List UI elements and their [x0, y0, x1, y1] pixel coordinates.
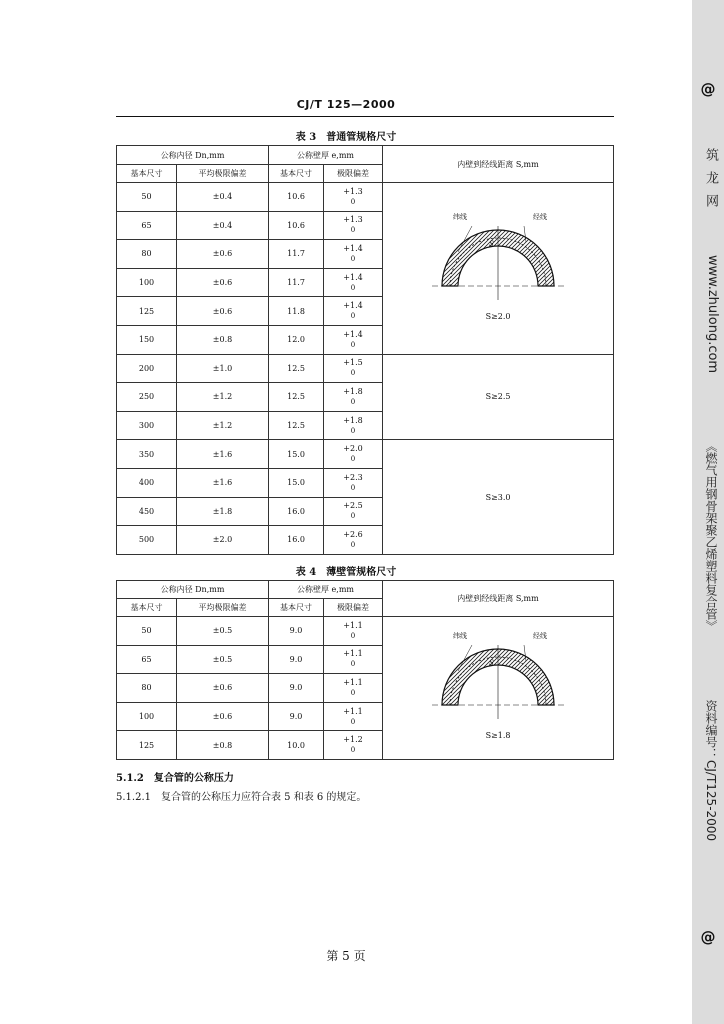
table3 — [116, 145, 614, 555]
table4-tol-cell — [324, 731, 383, 760]
table4-mean-dev-cell: ±0.6 — [177, 702, 269, 731]
sidebar-doc-title: 《燃气用钢骨架聚乙烯塑料复合管》 — [704, 440, 718, 632]
table3-tol-cell — [324, 497, 383, 526]
table3-tol-upper: +1.4 — [343, 329, 363, 339]
table3-tol-cell — [324, 411, 383, 440]
table3-mean-dev-cell: ±0.6 — [177, 268, 269, 297]
table3-head-e: 公称壁厚 e,mm — [269, 146, 383, 165]
table4-dn-cell: 125 — [117, 731, 177, 760]
table4-header-row-1 — [117, 581, 614, 599]
table3-tol-lower: 0 — [350, 512, 356, 521]
table4-s-cell — [383, 617, 614, 760]
table3-sub-basic: 基本尺寸 — [117, 165, 177, 183]
table3-mean-dev-cell: ±1.0 — [177, 354, 269, 383]
table3-tol-lower: 0 — [350, 426, 356, 435]
table3-mean-dev-cell: ±0.4 — [177, 183, 269, 212]
table3-weft-label: 纬线 — [453, 212, 468, 221]
table4-wall-cell: 10.0 — [269, 731, 324, 760]
table4-tol-upper: +1.1 — [343, 620, 363, 630]
table3-tol-lower: 0 — [350, 369, 356, 378]
table3-mean-dev-cell: ±2.0 — [177, 526, 269, 555]
table4-mean-dev-cell: ±0.6 — [177, 674, 269, 703]
table4-dn-cell: 65 — [117, 645, 177, 674]
table3-tol-lower: 0 — [350, 455, 356, 464]
table3-dn-cell: 65 — [117, 211, 177, 240]
table3-dn-cell: 400 — [117, 468, 177, 497]
table4-tol-cell — [324, 702, 383, 731]
table3-dn-cell: 150 — [117, 325, 177, 354]
table4 — [116, 580, 614, 760]
table3-tol-upper: +1.4 — [343, 272, 363, 282]
table3-tol-upper: +1.4 — [343, 301, 363, 311]
table3-tol-lower: 0 — [350, 397, 356, 406]
table3-mean-dev-cell: ±1.6 — [177, 468, 269, 497]
table3-dn-cell: 350 — [117, 440, 177, 469]
table3-tol-upper: +2.6 — [343, 529, 363, 539]
table3-head-dn: 公称内径 Dn,mm — [117, 146, 269, 165]
table3-tol-lower: 0 — [350, 226, 356, 235]
table3-tol-lower: 0 — [350, 312, 356, 321]
table3-wall-cell: 12.0 — [269, 325, 324, 354]
table3-s-cell — [383, 440, 614, 554]
page-number: 第 5 页 — [326, 949, 366, 963]
table4-wall-cell: 9.0 — [269, 702, 324, 731]
table3-dn-cell: 200 — [117, 354, 177, 383]
table3-tol-lower: 0 — [350, 483, 356, 492]
table4-wall-cell: 9.0 — [269, 617, 324, 646]
table3-mean-dev-cell: ±1.6 — [177, 440, 269, 469]
table4-tol-lower: 0 — [350, 688, 356, 697]
table3-row — [117, 354, 614, 383]
table4-wall-cell: 9.0 — [269, 645, 324, 674]
sidebar-doc-code: 资料编号：CJ/T125-2000 — [704, 700, 718, 842]
table3-row — [117, 440, 614, 469]
table4-dn-cell: 80 — [117, 674, 177, 703]
table3-s-cell — [383, 354, 614, 440]
clause-5-1-2: 5.1.2 复合管的公称压力 — [116, 773, 234, 784]
table4-pipe-svg — [428, 635, 568, 721]
table3-tol-upper: +1.3 — [343, 215, 363, 225]
table4-tol-upper: +1.1 — [343, 649, 363, 659]
sidebar-site-name: 筑 龙 网 — [703, 148, 718, 211]
table3-dn-cell: 450 — [117, 497, 177, 526]
table4-weft-label: 纬线 — [453, 632, 468, 641]
table3-tol-lower: 0 — [350, 197, 356, 206]
table3-tol-upper: +1.8 — [343, 415, 363, 425]
table4-warp-label: 经线 — [533, 632, 548, 641]
table3-tol-cell — [324, 526, 383, 555]
table4-caption: 表 4 薄壁管规格尺寸 — [295, 567, 397, 578]
table3-wall-cell: 12.5 — [269, 354, 324, 383]
table4-dn-cell: 50 — [117, 617, 177, 646]
table3-dn-cell: 80 — [117, 240, 177, 269]
table4-sub-tol: 极限偏差 — [324, 599, 383, 617]
table4-head-e: 公称壁厚 e,mm — [269, 581, 383, 599]
table3-mean-dev-cell: ±1.2 — [177, 411, 269, 440]
table4-tol-upper: +1.1 — [343, 677, 363, 687]
table4-wall-cell: 9.0 — [269, 674, 324, 703]
table3-wall-cell: 10.6 — [269, 183, 324, 212]
table4-tol-lower: 0 — [350, 660, 356, 669]
table3-tol-cell — [324, 383, 383, 412]
table3-tol-cell — [324, 268, 383, 297]
table3-tol-upper: +2.3 — [343, 472, 363, 482]
table3-tol-lower: 0 — [350, 540, 356, 549]
table3-dn-cell: 125 — [117, 297, 177, 326]
table3-tol-lower: 0 — [350, 283, 356, 292]
table3-wall-cell: 11.8 — [269, 297, 324, 326]
table3-wall-cell: 16.0 — [269, 526, 324, 555]
table3-tol-cell — [324, 297, 383, 326]
table3-mean-dev-cell: ±0.6 — [177, 297, 269, 326]
table4-mean-dev-cell: ±0.5 — [177, 645, 269, 674]
table4-tol-lower: 0 — [350, 746, 356, 755]
table3-s-value: S≥3.0 — [485, 492, 511, 502]
table3-caption: 表 3 普通管规格尺寸 — [295, 132, 397, 143]
table3-tol-upper: +2.5 — [343, 501, 363, 511]
table3-tol-cell — [324, 440, 383, 469]
sidebar-at-top: @ — [700, 80, 716, 98]
table3-tol-cell — [324, 354, 383, 383]
table3-tol-upper: +1.4 — [343, 243, 363, 253]
table3-wall-cell: 12.5 — [269, 383, 324, 412]
table3-wall-cell: 15.0 — [269, 468, 324, 497]
table4-dn-cell: 100 — [117, 702, 177, 731]
table4-tol-cell — [324, 617, 383, 646]
table4-sub-basic-e: 基本尺寸 — [269, 599, 324, 617]
table3-wall-cell: 11.7 — [269, 268, 324, 297]
table3-s-value: S≥2.5 — [485, 392, 511, 402]
table4-row — [117, 617, 614, 646]
standard-header: CJ/T 125—2000 — [296, 98, 396, 111]
table3-tol-cell — [324, 211, 383, 240]
table4-pipe-figure — [383, 635, 613, 721]
table4-sub-basic: 基本尺寸 — [117, 599, 177, 617]
table3-dn-cell: 100 — [117, 268, 177, 297]
table3-sub-tol: 极限偏差 — [324, 165, 383, 183]
table3-head-s: 内壁到经线距离 S,mm — [383, 146, 614, 183]
table3-tol-cell — [324, 468, 383, 497]
table3-warp-label: 经线 — [533, 212, 548, 221]
table3-tol-upper: +1.8 — [343, 386, 363, 396]
table3-tol-lower: 0 — [350, 340, 356, 349]
table4-head-dn: 公称内径 Dn,mm — [117, 581, 269, 599]
table3-mean-dev-cell: ±0.8 — [177, 325, 269, 354]
table3-pipe-figure — [383, 216, 613, 302]
table4-tol-cell — [324, 674, 383, 703]
table3-dn-cell: 250 — [117, 383, 177, 412]
table3-tol-lower: 0 — [350, 254, 356, 263]
table3-tol-upper: +1.3 — [343, 186, 363, 196]
table3-mean-dev-cell: ±0.6 — [177, 240, 269, 269]
table4-s-mark: S — [489, 659, 494, 668]
table4-tol-upper: +1.2 — [343, 735, 363, 745]
table3-tol-cell — [324, 183, 383, 212]
table3-s-cell — [383, 183, 614, 355]
sidebar-site-url: www.zhulong.com — [705, 255, 720, 374]
header-rule — [116, 116, 614, 117]
table4-tol-upper: +1.1 — [343, 706, 363, 716]
table3-sub-basic-e: 基本尺寸 — [269, 165, 324, 183]
table3-tol-upper: +2.0 — [343, 444, 363, 454]
table3-wall-cell: 11.7 — [269, 240, 324, 269]
table3-mean-dev-cell: ±1.8 — [177, 497, 269, 526]
table3-wall-cell: 12.5 — [269, 411, 324, 440]
table3-pipe-svg — [428, 216, 568, 302]
table3-tol-cell — [324, 325, 383, 354]
table4-mean-dev-cell: ±0.5 — [177, 617, 269, 646]
table3-row — [117, 183, 614, 212]
table4-mean-dev-cell: ±0.8 — [177, 731, 269, 760]
table3-wall-cell: 16.0 — [269, 497, 324, 526]
table3-tol-upper: +1.5 — [343, 358, 363, 368]
table4-tol-cell — [324, 645, 383, 674]
table3-s-value: S≥2.0 — [485, 311, 511, 321]
clause-5-1-2-1: 5.1.2.1 复合管的公称压力应符合表 5 和表 6 的规定。 — [116, 792, 367, 803]
watermark-sidebar — [692, 0, 724, 1024]
table3-tol-cell — [324, 240, 383, 269]
table4-sub-meandev: 平均极限偏差 — [177, 599, 269, 617]
sidebar-at-bottom: @ — [700, 928, 716, 946]
table3-dn-cell: 300 — [117, 411, 177, 440]
table3-dn-cell: 500 — [117, 526, 177, 555]
table4-s-value: S≥1.8 — [485, 731, 511, 741]
table3-wall-cell: 15.0 — [269, 440, 324, 469]
table3-mean-dev-cell: ±1.2 — [177, 383, 269, 412]
table3-sub-meandev: 平均极限偏差 — [177, 165, 269, 183]
table3-wall-cell: 10.6 — [269, 211, 324, 240]
table4-tol-lower: 0 — [350, 717, 356, 726]
table3-header-row-1 — [117, 146, 614, 165]
table3-dn-cell: 50 — [117, 183, 177, 212]
table4-tol-lower: 0 — [350, 631, 356, 640]
table3-s-mark: S — [489, 239, 494, 248]
table3-mean-dev-cell: ±0.4 — [177, 211, 269, 240]
table4-head-s: 内壁到经线距离 S,mm — [383, 581, 614, 617]
